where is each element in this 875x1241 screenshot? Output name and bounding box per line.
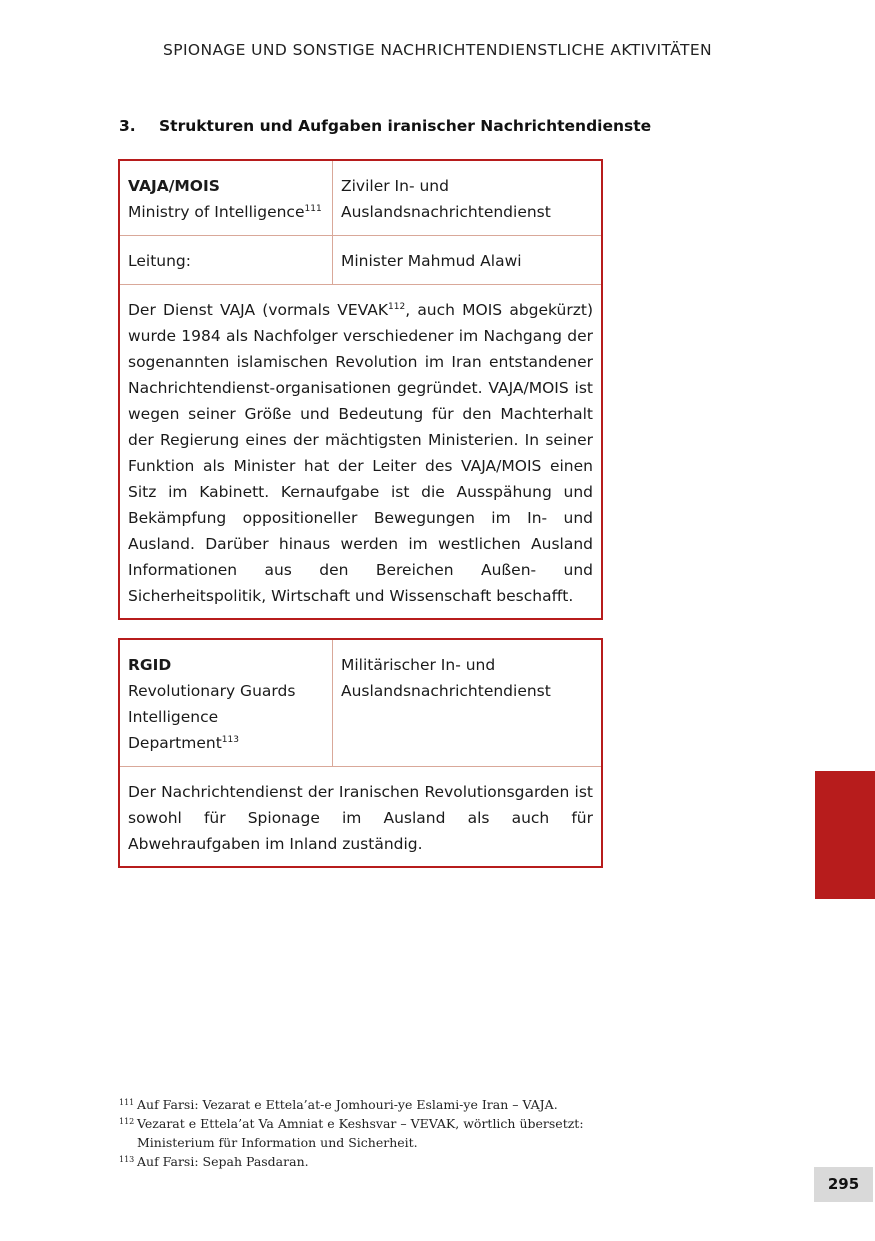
footnote-ref[interactable]: 112 xyxy=(388,302,406,312)
footnotes xyxy=(119,1095,609,1171)
service-abbreviation: VAJA/MOIS xyxy=(128,177,220,195)
service-type-line: Auslandsnachrichtendienst xyxy=(341,682,551,700)
footnote-number: 113 xyxy=(119,1155,135,1164)
footnote-number: 112 xyxy=(119,1117,135,1126)
service-full-name: Ministry of Intelligence xyxy=(128,203,305,221)
footnote-ref[interactable]: 111 xyxy=(304,204,322,214)
footnote-text: Auf Farsi: Vezarat e Ettela’at-e Jomhouri-ye Eslami-ye Iran – VAJA. xyxy=(137,1097,558,1112)
section-number: 3. xyxy=(119,117,136,135)
rgid-table xyxy=(118,638,603,868)
leadership-label: Leitung: xyxy=(119,236,333,285)
table-row xyxy=(119,285,602,620)
service-type-line: Ziviler In- und xyxy=(341,177,449,195)
description-text: Der Dienst VAJA (vormals VEVAK xyxy=(128,301,389,319)
service-description: Der Nachrichtendienst der Iranischen Revolutionsgarden ist sowohl für Spionage im Ausland als auch für Abwehraufgaben im Inland zuständig. xyxy=(119,767,602,868)
table-row xyxy=(119,767,602,868)
leadership-value: Minister Mahmud Alawi xyxy=(333,236,603,285)
service-name-cell xyxy=(119,639,333,767)
vaja-mois-table xyxy=(118,159,603,620)
running-header: SPIONAGE UND SONSTIGE NACHRICHTENDIENSTLICHE AKTIVITÄTEN xyxy=(162,41,713,59)
footnote-text: Auf Farsi: Sepah Pasdaran. xyxy=(137,1154,309,1169)
section-title: Strukturen und Aufgaben iranischer Nachrichtendienste xyxy=(159,117,652,135)
footnote-item xyxy=(119,1152,609,1171)
footnote-ref[interactable]: 113 xyxy=(221,735,239,745)
table-row xyxy=(119,160,602,236)
service-type-cell xyxy=(333,160,603,236)
service-name-cell xyxy=(119,160,333,236)
service-abbreviation: RGID xyxy=(128,656,172,674)
service-full-name: Revolutionary Guards xyxy=(128,682,296,700)
chapter-thumb-tab xyxy=(815,771,875,899)
service-type-line: Militärischer In- und xyxy=(341,656,496,674)
section-heading xyxy=(119,117,651,135)
service-type-line: Auslandsnachrichtendienst xyxy=(341,203,551,221)
table-row xyxy=(119,236,602,285)
service-type-cell xyxy=(333,639,603,767)
service-description xyxy=(119,285,602,620)
service-full-name: Intelligence Department xyxy=(128,708,222,752)
page-number: 295 xyxy=(814,1167,873,1202)
table-row xyxy=(119,639,602,767)
footnote-number: 111 xyxy=(119,1098,135,1107)
description-text: , auch MOIS abgekürzt) wurde 1984 als Nachfolger verschiedener im Nachgang der sogenannten islamischen Revolution im Iran entstandener Nachrichtendienst-organisationen gegründet. VAJA/MOIS ist wegen seiner Größe und Bedeutung für den Machterhalt der Regierung eines der mächtigsten Ministerien. In seiner Funktion als Minister hat der Leiter des VAJA/MOIS einen Sitz im Kabinett. Kernaufgabe ist die Ausspähung und Bekämpfung oppositioneller Bewegungen im In- und Ausland. Darüber hinaus werden im westlichen Ausland Informationen aus den Bereichen Außen- und Sicherheitspolitik, Wirtschaft und Wissenschaft beschafft. xyxy=(128,301,594,605)
footnote-text: Vezarat e Ettela’at Va Amniat e Keshsvar – VEVAK, wörtlich übersetzt: Ministerium für Information und Sicherheit. xyxy=(137,1116,584,1150)
footnote-item xyxy=(119,1095,609,1114)
footnote-item xyxy=(119,1114,609,1152)
